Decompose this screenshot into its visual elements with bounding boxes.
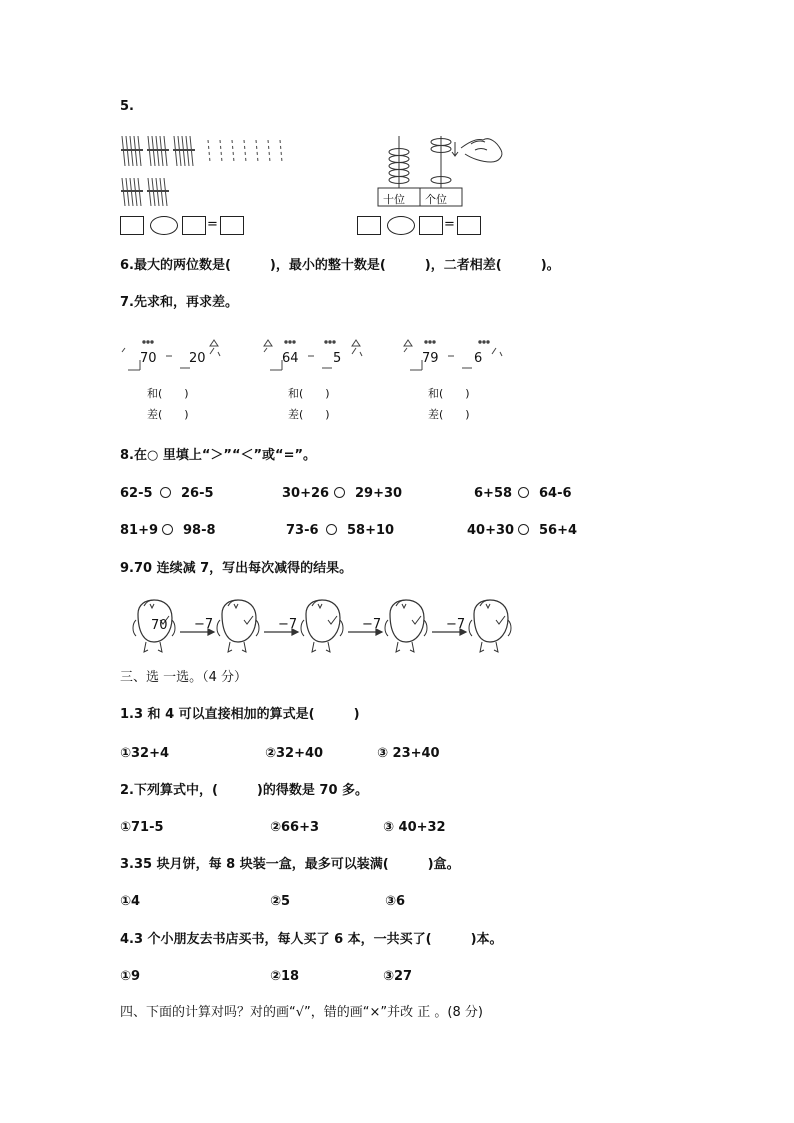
q9-step-label: −7 [362, 617, 382, 632]
section4-title: 四、下面的计算对吗？对的画“√”，错的画“×”并改 正 。(8 分) [120, 1005, 483, 1020]
choice-option[interactable]: ①9 [120, 969, 141, 984]
q9-start-number: 70 [151, 618, 168, 633]
q9-step-label: −7 [446, 617, 466, 632]
q8-left-expr: 30+26 [282, 486, 330, 501]
q7-diff-blank[interactable]: 差( ) [288, 408, 330, 421]
compare-circle[interactable] [518, 487, 529, 498]
answer-box[interactable] [120, 216, 144, 235]
q8-right-expr: 98-8 [183, 523, 216, 538]
q8-left-expr: 81+9 [120, 523, 159, 538]
q7-title: 7.先求和，再求差。 [120, 295, 238, 310]
choice-question: 2.下列算式中，( )的得数是 70 多。 [120, 783, 369, 798]
q8-right-expr: 29+30 [355, 486, 403, 501]
choice-option[interactable]: ①32+4 [120, 746, 170, 761]
q9-step-label: −7 [194, 617, 214, 632]
choice-option[interactable]: ②18 [270, 969, 300, 984]
q5-number: 5. [120, 99, 134, 114]
q7-illustration-2 [264, 338, 374, 378]
choice-question: 1.3 和 4 可以直接相加的算式是( ) [120, 707, 360, 722]
choice-option[interactable]: ③ 40+32 [383, 820, 446, 835]
q8-left-expr: 6+58 [474, 486, 513, 501]
q7-number-b: 5 [333, 351, 342, 366]
q6-text: 6.最大的两位数是( )，最小的整十数是( )，二者相差( )。 [120, 258, 560, 273]
q7-number-b: 20 [189, 351, 206, 366]
answer-box[interactable] [357, 216, 381, 235]
q7-number-a: 70 [140, 351, 157, 366]
q8-right-expr: 58+10 [347, 523, 395, 538]
q9-title: 9.70 连续减 7，写出每次减得的结果。 [120, 561, 353, 576]
choice-question: 3.35 块月饼，每 8 块装一盒，最多可以装满( )盒。 [120, 857, 460, 872]
choice-option[interactable]: ③27 [383, 969, 413, 984]
choice-option[interactable]: ②5 [270, 894, 291, 909]
choice-option[interactable]: ①71-5 [120, 820, 164, 835]
compare-circle[interactable] [160, 487, 171, 498]
q8-right-expr: 64-6 [539, 486, 572, 501]
q8-right-expr: 56+4 [539, 523, 578, 538]
stick-bundles-illustration [120, 134, 290, 198]
q8-title: 8.在○ 里填上“＞”“＜”或“=”。 [120, 448, 317, 463]
operator-circle[interactable] [387, 216, 415, 235]
choice-option[interactable]: ②66+3 [270, 820, 320, 835]
compare-circle[interactable] [518, 524, 529, 535]
q8-left-expr: 40+30 [467, 523, 515, 538]
q7-number-b: 6 [474, 351, 483, 366]
abacus-ones-label: 个位 [425, 193, 447, 206]
compare-circle[interactable] [162, 524, 173, 535]
q8-left-expr: 62-5 [120, 486, 153, 501]
answer-box[interactable] [220, 216, 244, 235]
section3-title: 三、选 一选。（4 分） [120, 670, 248, 685]
q9-step-label: −7 [278, 617, 298, 632]
equals-sign: = [207, 217, 218, 232]
q7-illustration-3 [404, 338, 514, 378]
choice-option[interactable]: ③ 23+40 [377, 746, 440, 761]
q7-diff-blank[interactable]: 差( ) [428, 408, 470, 421]
bird-chain-illustration [134, 598, 524, 658]
q7-number-a: 79 [422, 351, 439, 366]
choice-question: 4.3 个小朋友去书店买书，每人买了 6 本，一共买了( )本。 [120, 932, 503, 947]
q7-number-a: 64 [282, 351, 299, 366]
q8-right-expr: 26-5 [181, 486, 214, 501]
q7-illustration-1 [122, 338, 232, 378]
answer-box[interactable] [419, 216, 443, 235]
choice-option[interactable]: ①4 [120, 894, 141, 909]
choice-option[interactable]: ③6 [385, 894, 406, 909]
answer-box[interactable] [182, 216, 206, 235]
compare-circle[interactable] [334, 487, 345, 498]
compare-circle[interactable] [326, 524, 337, 535]
q8-left-expr: 73-6 [286, 523, 319, 538]
abacus-tens-label: 十位 [383, 193, 405, 206]
q7-sum-blank[interactable]: 和( ) [288, 387, 330, 400]
answer-box[interactable] [457, 216, 481, 235]
equals-sign: = [444, 217, 455, 232]
q7-sum-blank[interactable]: 和( ) [147, 387, 189, 400]
q7-diff-blank[interactable]: 差( ) [147, 408, 189, 421]
operator-circle[interactable] [150, 216, 178, 235]
q7-sum-blank[interactable]: 和( ) [428, 387, 470, 400]
choice-option[interactable]: ②32+40 [265, 746, 324, 761]
